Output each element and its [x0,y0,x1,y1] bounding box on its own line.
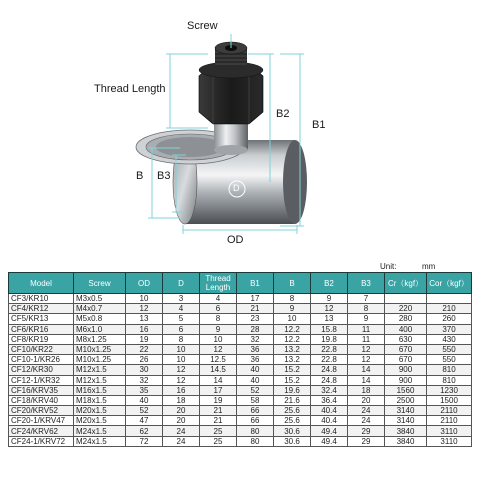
column-header: Cor（kgf） [427,273,472,294]
label-od: OD [227,234,244,246]
label-b1: B1 [312,119,326,131]
column-header: OD [126,273,163,294]
table-cell: 13.2 [274,344,311,354]
table-row [9,324,472,334]
table-cell: 21.6 [274,395,311,405]
table-cell: 17 [237,294,274,304]
model-cell: CF10/KR22 [9,344,74,354]
table-cell: 22.8 [311,344,348,354]
column-header: Model [9,273,74,294]
table-cell: 12 [348,355,385,365]
table-row [9,416,472,426]
table-cell: 7 [348,294,385,304]
table-cell: M16x1.5 [74,385,126,395]
table-cell: 14 [348,365,385,375]
model-cell: CF10-1/KR26 [9,355,74,365]
table-cell: 20 [163,406,200,416]
table-cell: 24.8 [311,365,348,375]
table-cell: 10 [200,334,237,344]
table-cell: 13.2 [274,355,311,365]
table-cell: 12.2 [274,334,311,344]
table-cell: 35 [126,385,163,395]
table-cell: 62 [126,426,163,436]
table-cell: 36 [237,355,274,365]
table-cell: 220 [385,304,427,314]
table-row [9,294,472,304]
table-cell: 80 [237,436,274,446]
table-cell: 9 [200,324,237,334]
table-cell: 20 [348,395,385,405]
table-cell: 22.8 [311,355,348,365]
table-cell [427,294,472,304]
table-cell: M3x0.5 [74,294,126,304]
column-header: B2 [311,273,348,294]
table-cell: 47 [126,416,163,426]
table-cell: 21 [200,406,237,416]
table-cell: 40.4 [311,416,348,426]
table-cell: 25.6 [274,406,311,416]
table-cell: M20x1.5 [74,416,126,426]
unit-label: Unit: [380,262,397,271]
table-cell: 10 [274,314,311,324]
table-cell: 36.4 [311,395,348,405]
model-cell: CF16/KRV35 [9,385,74,395]
table-cell: 3140 [385,406,427,416]
label-thread-length: Thread Length [94,83,166,95]
table-cell: 24 [348,416,385,426]
table-cell: 10 [163,344,200,354]
table-cell: 32.4 [311,385,348,395]
table-cell: 15.8 [311,324,348,334]
table-cell: M24x1.5 [74,436,126,446]
table-cell: 13 [126,314,163,324]
table-row [9,395,472,405]
table-cell: 52 [126,406,163,416]
table-cell: 66 [237,416,274,426]
table-cell: 19.6 [274,385,311,395]
table-cell: 630 [385,334,427,344]
table-cell: 9 [348,314,385,324]
table-cell: 670 [385,355,427,365]
table-cell: 2110 [427,416,472,426]
label-screw: Screw [187,20,218,32]
table-cell: 12 [126,304,163,314]
label-b: B [136,170,144,182]
table-cell: 22 [126,344,163,354]
table-row [9,385,472,395]
table-cell: 11 [348,334,385,344]
table-cell: M6x1.0 [74,324,126,334]
table-cell: 25 [200,436,237,446]
table-cell: 24 [163,436,200,446]
table-cell: 12.5 [200,355,237,365]
table-cell: 19 [200,395,237,405]
table-cell: 5 [163,314,200,324]
table-cell: 3840 [385,426,427,436]
table-cell: 4 [200,294,237,304]
table-cell: 19 [126,334,163,344]
table-row [9,406,472,416]
table-cell: M20x1.5 [74,406,126,416]
table-cell: 400 [385,324,427,334]
table-cell: 25.6 [274,416,311,426]
table-cell: 8 [348,304,385,314]
table-cell: M12x1.5 [74,375,126,385]
table-cell: 2500 [385,395,427,405]
table-cell: 25 [200,426,237,436]
table-cell: 3140 [385,416,427,426]
table-cell: 16 [126,324,163,334]
table-cell: 280 [385,314,427,324]
table-cell: 3110 [427,436,472,446]
table-cell: 18 [163,395,200,405]
column-header: B [274,273,311,294]
column-header: B3 [348,273,385,294]
table-cell: 13 [311,314,348,324]
table-cell: 10 [126,294,163,304]
table-cell: 430 [427,334,472,344]
table-cell: 370 [427,324,472,334]
label-b2: B2 [276,108,290,120]
model-cell: CF24-1/KRV72 [9,436,74,446]
table-cell: 12 [200,344,237,354]
model-cell: CF20/KRV52 [9,406,74,416]
table-cell: 900 [385,375,427,385]
table-cell: 66 [237,406,274,416]
table-cell [385,294,427,304]
table-cell: 40 [237,375,274,385]
table-cell: M10x1.25 [74,344,126,354]
table-cell: 18 [348,385,385,395]
table-row [9,344,472,354]
spec-table [8,272,472,447]
table-cell: 810 [427,375,472,385]
table-cell: M10x1.25 [74,355,126,365]
column-header: Thread Length [200,273,237,294]
table-cell: 80 [237,426,274,436]
hex-nut [199,62,263,124]
table-cell: 15.2 [274,375,311,385]
model-cell: CF3/KR10 [9,294,74,304]
table-body [9,294,472,447]
table-cell: 32 [126,375,163,385]
table-row [9,314,472,324]
table-cell: 32 [237,334,274,344]
table-cell: 29 [348,426,385,436]
table-cell: 58 [237,395,274,405]
column-header: D [163,273,200,294]
table-cell: 1500 [427,395,472,405]
table-cell: M4x0.7 [74,304,126,314]
table-cell: 6 [200,304,237,314]
table-cell: 23 [237,314,274,324]
table-cell: 12 [163,365,200,375]
table-cell: 3840 [385,436,427,446]
model-cell: CF12/KR30 [9,365,74,375]
model-cell: CF20-1/KRV47 [9,416,74,426]
table-cell: 30.6 [274,426,311,436]
table-cell: 11 [348,324,385,334]
unit-value: mm [422,262,436,271]
table-cell: 8 [200,314,237,324]
table-cell: 6 [163,324,200,334]
table-row [9,436,472,446]
table-cell: 1230 [427,385,472,395]
model-cell: CF4/KR12 [9,304,74,314]
table-cell: 9 [311,294,348,304]
table-cell: M8x1.25 [74,334,126,344]
model-cell: CF8/KR19 [9,334,74,344]
table-cell: 49.4 [311,436,348,446]
table-cell: M18x1.5 [74,395,126,405]
table-cell: 40 [126,395,163,405]
label-d: D [233,183,240,193]
table-cell: 52 [237,385,274,395]
table-cell: 210 [427,304,472,314]
table-cell: M12x1.5 [74,365,126,375]
table-cell: 550 [427,355,472,365]
table-cell: 2110 [427,406,472,416]
table-row [9,426,472,436]
table-cell: 10 [163,355,200,365]
table-cell: 8 [163,334,200,344]
model-cell: CF24/KRV62 [9,426,74,436]
table-cell: 19.8 [311,334,348,344]
label-b3: B3 [157,170,171,182]
table-cell: 20 [163,416,200,426]
model-cell: CF6/KR16 [9,324,74,334]
table-cell: 26 [126,355,163,365]
table-cell: 3110 [427,426,472,436]
table-cell: M5x0.8 [74,314,126,324]
table-cell: 670 [385,344,427,354]
model-cell: CF12-1/KR32 [9,375,74,385]
table-cell: 900 [385,365,427,375]
column-header: B1 [237,273,274,294]
table-cell: 30.6 [274,436,311,446]
table-cell: 8 [274,294,311,304]
table-cell: 4 [163,304,200,314]
table-row [9,304,472,314]
model-cell: CF5/KR13 [9,314,74,324]
table-cell: 260 [427,314,472,324]
table-cell: 24 [163,426,200,436]
table-cell: 40 [237,365,274,375]
table-cell: 1560 [385,385,427,395]
table-cell: 29 [348,436,385,446]
column-header: Cr（kgf） [385,273,427,294]
table-cell: 12 [311,304,348,314]
table-cell: 28 [237,324,274,334]
table-cell: 14 [200,375,237,385]
table-cell: 36 [237,344,274,354]
table-header-row [9,273,472,294]
column-header: Screw [74,273,126,294]
table-cell: 9 [274,304,311,314]
table-cell: 72 [126,436,163,446]
table-cell: 14.5 [200,365,237,375]
table-cell: 550 [427,344,472,354]
table-cell: 17 [200,385,237,395]
table-row [9,334,472,344]
table-cell: 810 [427,365,472,375]
table-cell: 3 [163,294,200,304]
model-cell: CF18/KRV40 [9,395,74,405]
table-cell: 12.2 [274,324,311,334]
table-cell: M24x1.5 [74,426,126,436]
table-cell: 30 [126,365,163,375]
table-cell: 14 [348,375,385,385]
table-cell: 21 [200,416,237,426]
table-row [9,355,472,365]
table-cell: 40.4 [311,406,348,416]
table-cell: 24.8 [311,375,348,385]
table-cell: 24 [348,406,385,416]
table-cell: 16 [163,385,200,395]
table-cell: 12 [163,375,200,385]
table-cell: 49.4 [311,426,348,436]
table-row [9,375,472,385]
table-cell: 12 [348,344,385,354]
table-cell: 15.2 [274,365,311,375]
table-row [9,365,472,375]
table-cell: 21 [237,304,274,314]
